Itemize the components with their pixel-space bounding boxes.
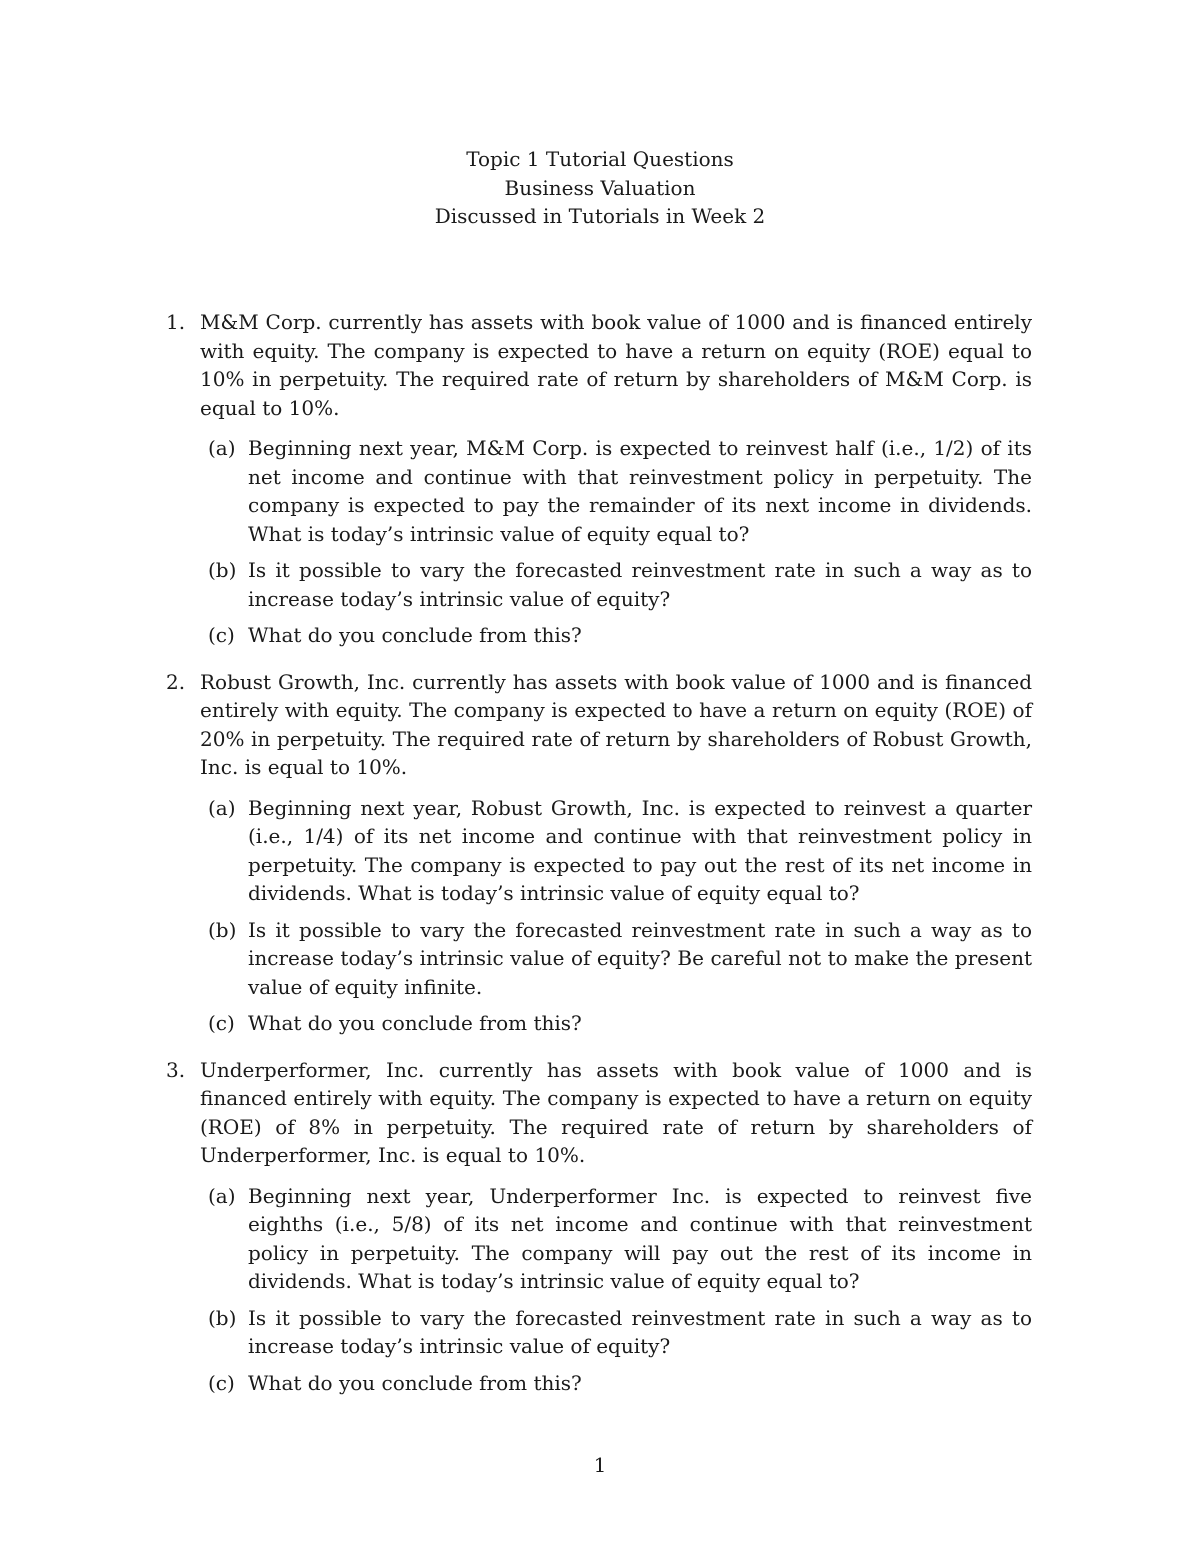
question-1 bbox=[166, 308, 1032, 650]
question-number: 3. bbox=[166, 1057, 186, 1082]
part-label: (a) bbox=[208, 795, 236, 820]
question-number: 1. bbox=[166, 310, 186, 334]
part-label: (b) bbox=[208, 558, 237, 582]
header-note: Discussed in Tutorials in Week 2 bbox=[434, 204, 766, 228]
part-text: What do you conclude from this? bbox=[248, 1011, 582, 1035]
part-text: Beginning next year, M&M Corp. is expected to reinvest half (i.e., 1/2) of its net income and continue with that reinvestment policy in perpetuity. The company is expected to pay the remainder of its next income in dividends. What is today’s intrinsic value of equity equal to? bbox=[248, 436, 1032, 546]
question-list bbox=[166, 308, 1032, 1415]
question-part bbox=[200, 621, 1032, 650]
question-text: Robust Growth, Inc. currently has assets with book value of 1000 and is financed entirely with equity. The company is expected to have a return on equity (ROE) of 20% in perpetuity. The required rate of return by shareholders of Robust Growth, Inc. is equal to 10%. bbox=[200, 669, 1032, 779]
part-label: (c) bbox=[208, 623, 235, 647]
question-3 bbox=[166, 1056, 1032, 1398]
part-text: Is it possible to vary the forecasted reinvestment rate in such a way as to increase today’s intrinsic value of equity? Be careful not to make the present value of equity infinite. bbox=[248, 917, 1032, 999]
part-label: (a) bbox=[208, 436, 236, 460]
question-text: M&M Corp. currently has assets with book value of 1000 and is financed entirely with equity. The company is expected to have a return on equity (ROE) equal to 10% in perpetuity. The required rate of return by shareholders of M&M Corp. is equal to 10%. bbox=[200, 310, 1032, 420]
part-label: (b) bbox=[208, 1305, 237, 1330]
part-label: (c) bbox=[208, 1011, 235, 1035]
part-label: (a) bbox=[208, 1183, 236, 1208]
part-text: Is it possible to vary the forecasted reinvestment rate in such a way as to increase today’s intrinsic value of equity? bbox=[248, 1305, 1032, 1358]
part-label: (b) bbox=[208, 917, 237, 942]
part-text: What do you conclude from this? bbox=[248, 623, 582, 647]
question-parts bbox=[200, 794, 1032, 1038]
part-text: Beginning next year, Robust Growth, Inc. is expected to reinvest a quarter (i.e., 1/4) of its net income and continue with that reinvestment policy in perpetuity. The company is expected to pay out the rest of its net income in dividends. What is today’s intrinsic value of equity equal to? bbox=[248, 795, 1032, 905]
part-text: Beginning next year, Underperformer Inc. is expected to reinvest five eighths (i.e., 5/8) of its net income and continue with that reinvestment policy in perpetuity. The company will pay out the rest of its income in dividends. What is today’s intrinsic value of equity equal to? bbox=[248, 1183, 1032, 1293]
part-text: Is it possible to vary the forecasted reinvestment rate in such a way as to increase today’s intrinsic value of equity? bbox=[248, 558, 1032, 611]
question-part bbox=[200, 1009, 1032, 1038]
question-number: 2. bbox=[166, 669, 186, 694]
question-part bbox=[200, 434, 1032, 548]
question-text: Underperformer, Inc. currently has assets with book value of 1000 and is financed entirely with equity. The company is expected to have a return on equity (ROE) of 8% in perpetuity. The required rate of return by shareholders of Underperformer, Inc. is equal to 10%. bbox=[200, 1057, 1032, 1167]
page-number: 1 bbox=[593, 1453, 607, 1477]
question-parts bbox=[200, 434, 1032, 650]
header-title: Topic 1 Tutorial Questions bbox=[466, 147, 734, 171]
header-subtitle: Business Valuation bbox=[504, 175, 696, 200]
question-part bbox=[200, 1369, 1032, 1398]
part-label: (c) bbox=[208, 1370, 235, 1395]
question-part bbox=[200, 1182, 1032, 1296]
question-part bbox=[200, 1304, 1032, 1361]
part-text: What do you conclude from this? bbox=[248, 1370, 582, 1395]
question-parts bbox=[200, 1182, 1032, 1398]
document-header bbox=[0, 145, 1200, 231]
question-2 bbox=[166, 668, 1032, 1038]
question-part bbox=[200, 556, 1032, 613]
question-part bbox=[200, 794, 1032, 908]
question-part bbox=[200, 916, 1032, 1002]
